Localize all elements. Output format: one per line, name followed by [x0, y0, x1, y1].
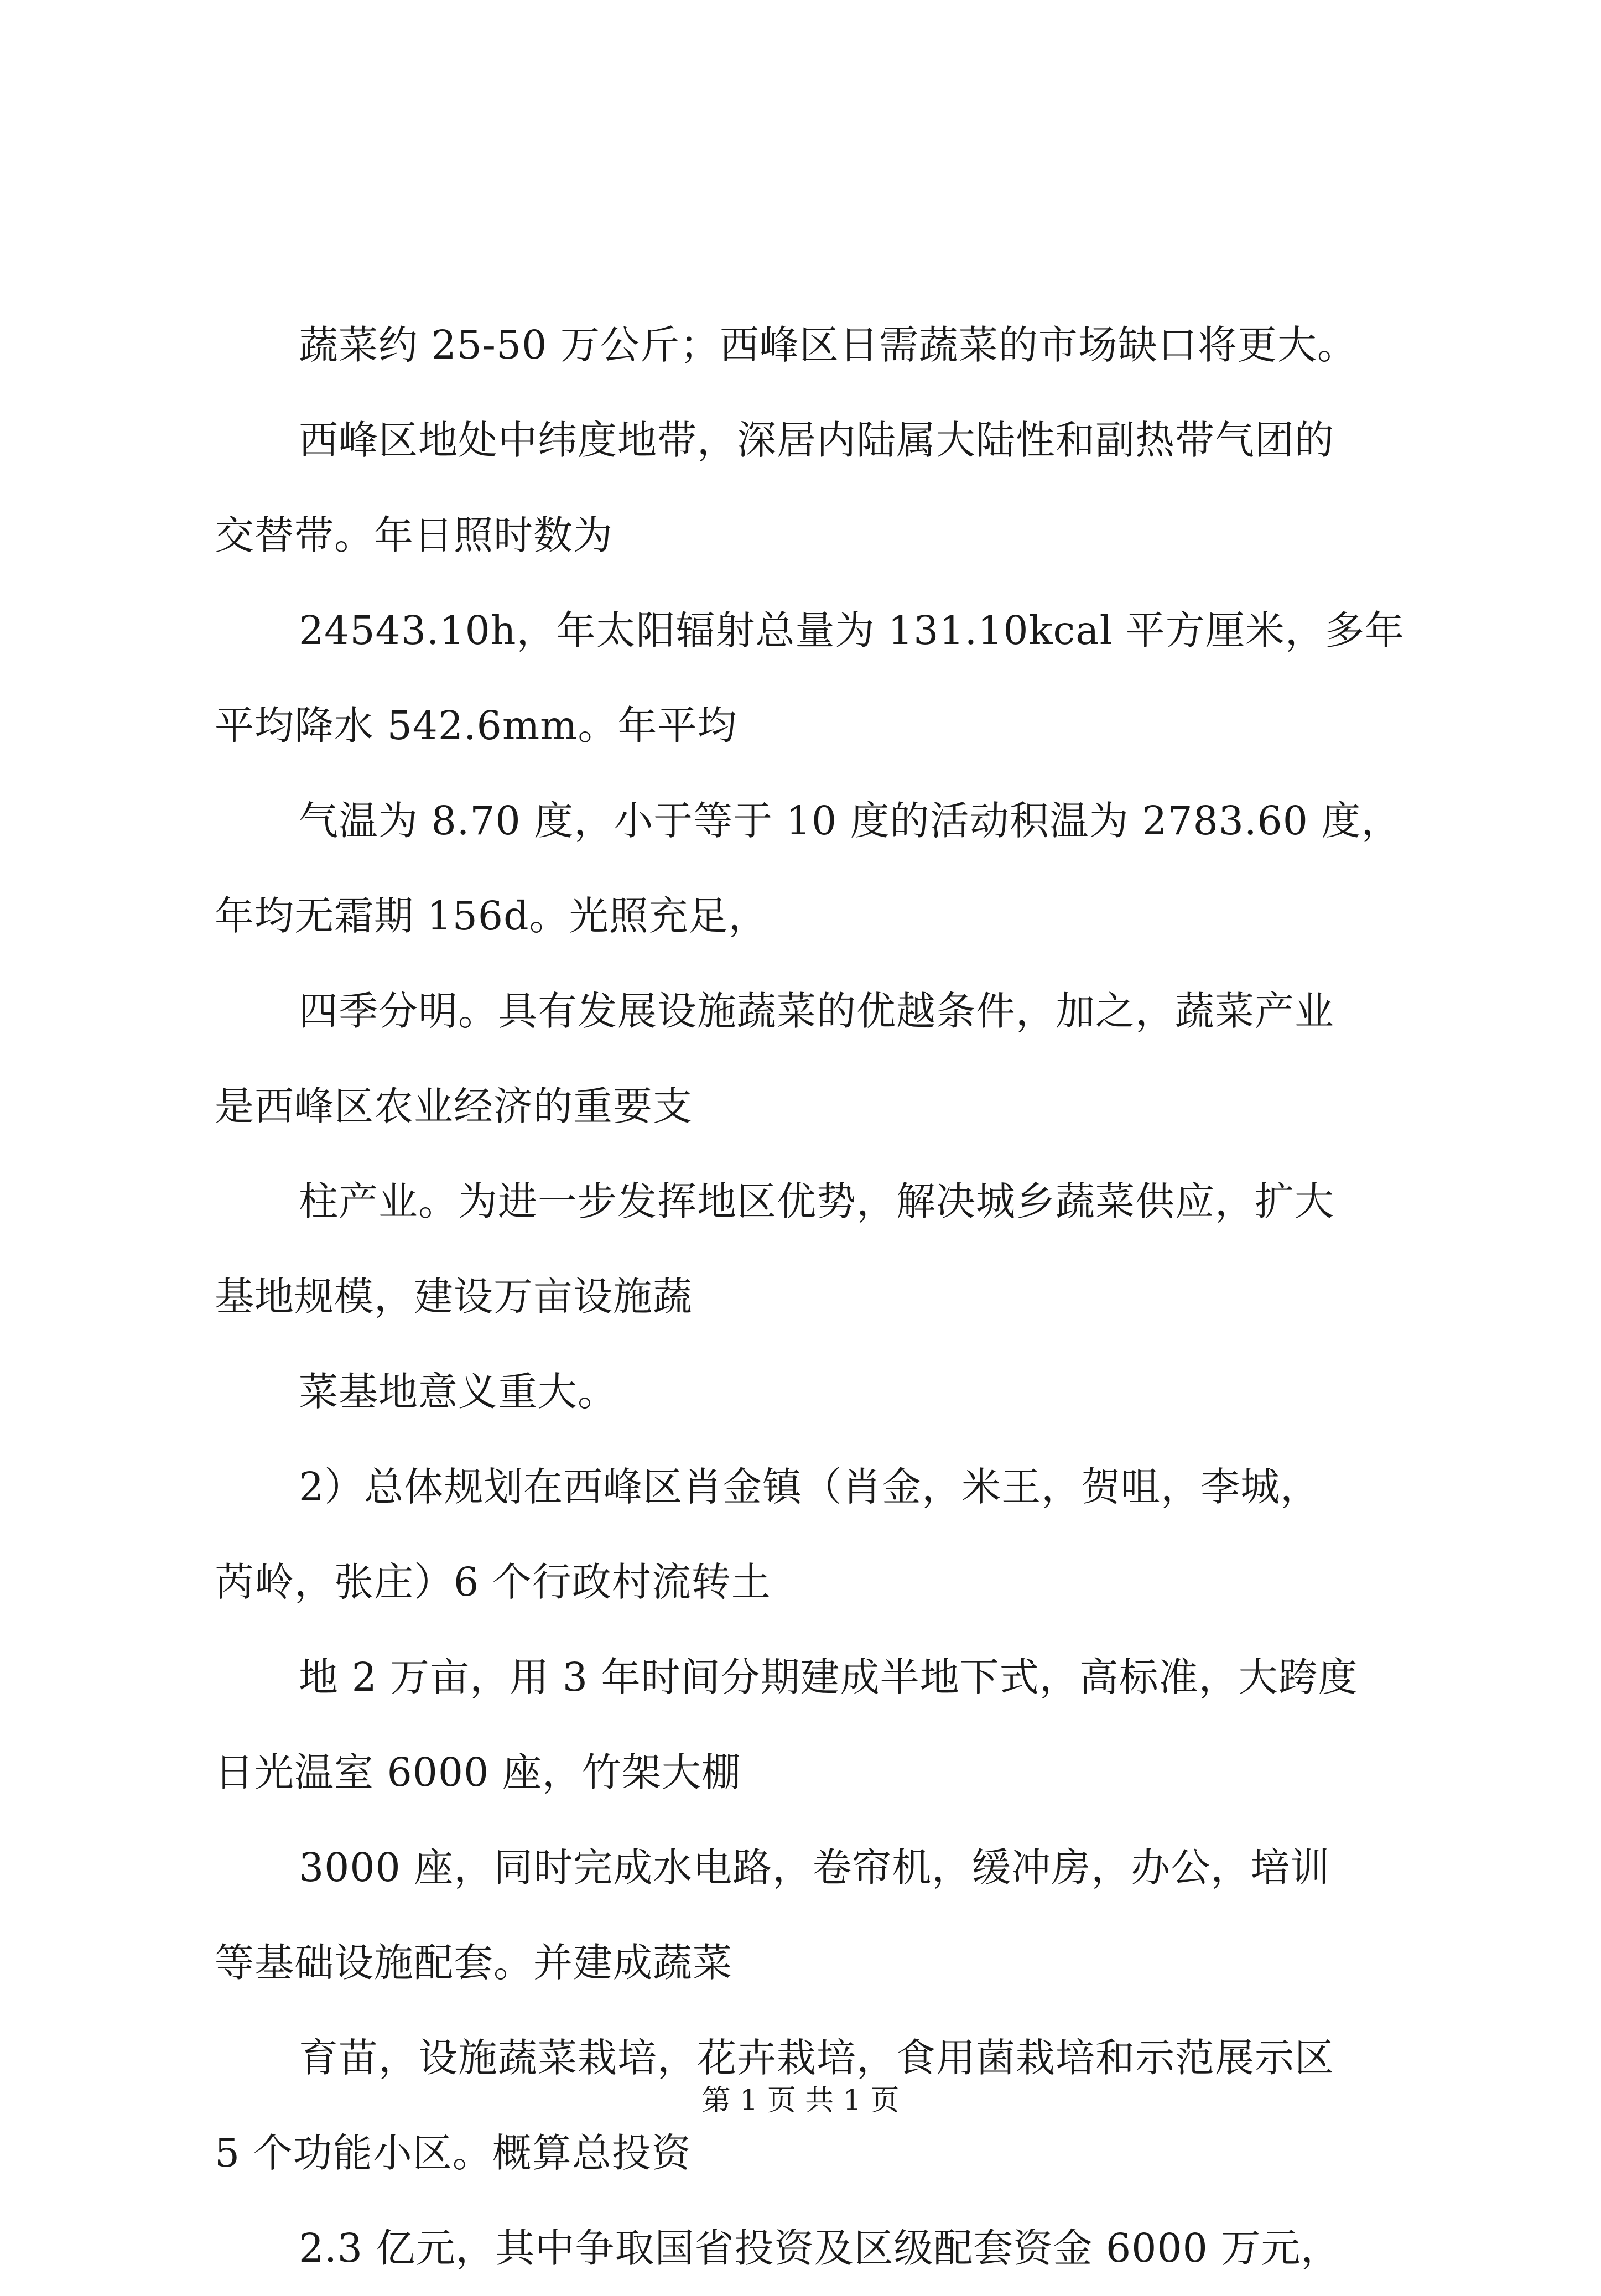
text-line: 四季分明。具有发展设施蔬菜的优越条件，加之，蔬菜产业	[299, 988, 1335, 1034]
text-line: 日光温室 6000 座，竹架大棚	[215, 1749, 741, 1795]
text-line: 交替带。年日照时数为	[215, 512, 614, 558]
text-line: 柱产业。为进一步发挥地区优势，解决城乡蔬菜供应，扩大	[299, 1178, 1335, 1224]
page-number-label: 第 1 页 共 1 页	[701, 2084, 900, 2117]
text-line: 气温为 8.70 度，小于等于 10 度的活动积温为 2783.60 度，	[299, 798, 1401, 844]
text-line: 5 个功能小区。概算总投资	[215, 2130, 692, 2176]
text-line: 基地规模，建设万亩设施蔬	[215, 1274, 693, 1320]
text-line: 年均无霜期 156d。光照充足，	[215, 893, 768, 939]
text-line: 地 2 万亩，用 3 年时间分期建成半地下式，高标准，大跨度	[299, 1654, 1358, 1700]
text-line: 育苗，设施蔬菜栽培，花卉栽培，食用菌栽培和示范展示区	[299, 2035, 1335, 2081]
body-text	[215, 298, 1405, 2296]
text-line: 24543.10h，年太阳辐射总量为 131.10kcal 平方厘米，多年	[299, 607, 1405, 653]
text-line: 平均降水 542.6mm。年平均	[215, 703, 737, 749]
text-line: 2.3 亿元，其中争取国省投资及区级配套资金 6000 万元，	[299, 2225, 1341, 2271]
text-line: 菜基地意义重大。	[299, 1369, 618, 1415]
page-footer	[0, 2081, 1601, 2120]
text-line: 西峰区地处中纬度地带，深居内陆属大陆性和副热带气团的	[299, 417, 1335, 463]
text-line: 蔬菜约 25-50 万公斤；西峰区日需蔬菜的市场缺口将更大。	[299, 322, 1357, 368]
text-line: 芮岭，张庄）6 个行政村流转土	[215, 1559, 771, 1605]
text-line: 是西峰区农业经济的重要支	[215, 1083, 693, 1129]
text-line: 3000 座，同时完成水电路，卷帘机，缓冲房，办公，培训	[299, 1845, 1330, 1890]
text-line: 2）总体规划在西峰区肖金镇（肖金，米王，贺咀，李城，	[299, 1464, 1321, 1510]
text-line: 等基础设施配套。并建成蔬菜	[215, 1940, 733, 1986]
